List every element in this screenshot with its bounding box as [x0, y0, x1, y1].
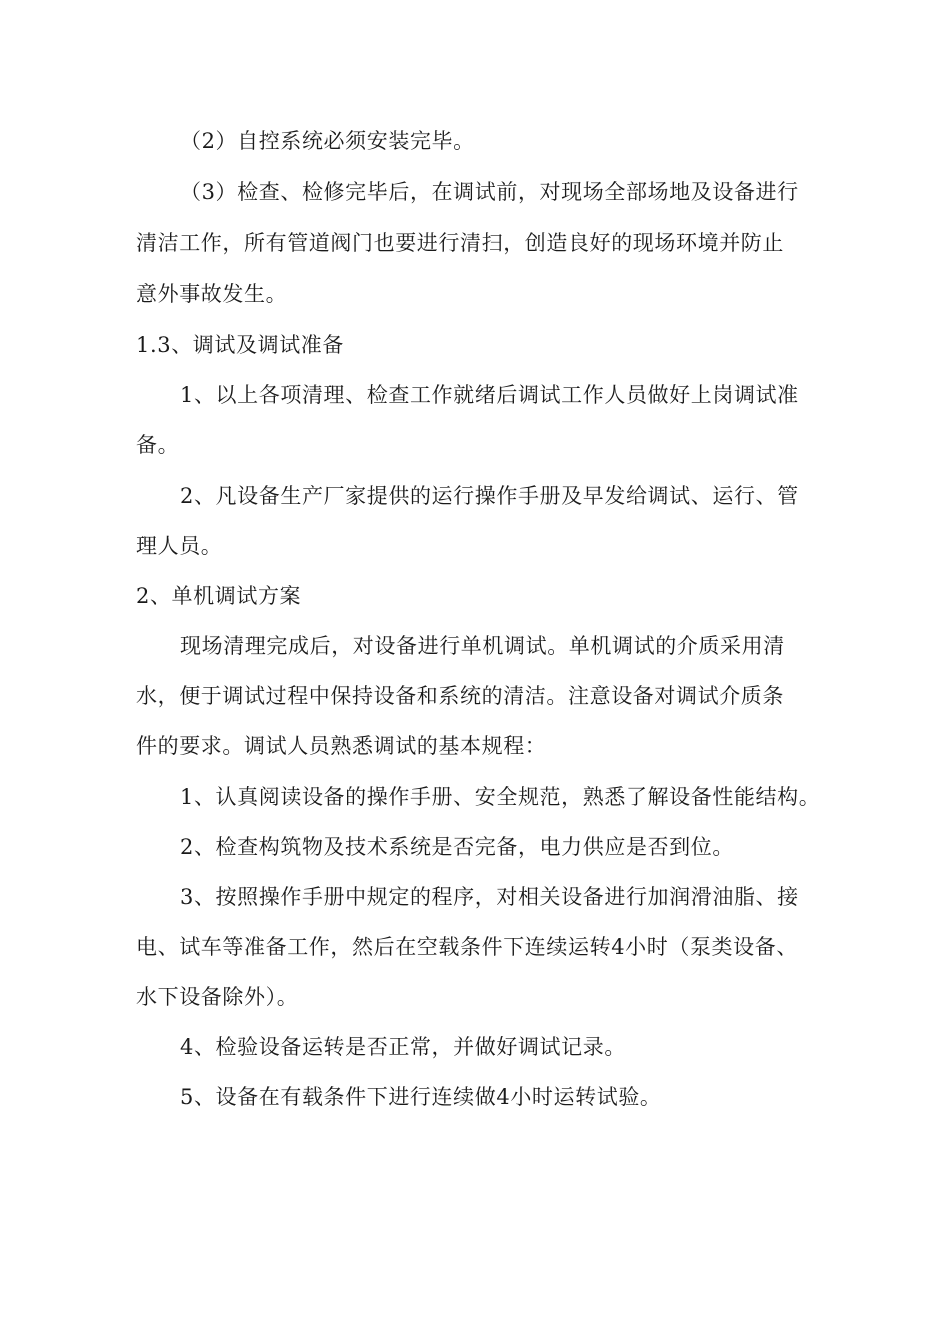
paragraph-intro-cont: 水，便于调试过程中保持设备和系统的清洁。注意设备对调试介质条 [136, 684, 784, 708]
step-3: 3、按照操作手册中规定的程序，对相关设备进行加润滑油脂、接 [180, 885, 799, 909]
step-2: 2、检查构筑物及技术系统是否完备，电力供应是否到位。 [180, 835, 734, 859]
step-3-cont: 电、试车等准备工作，然后在空载条件下连续运转4小时（泵类设备、 [136, 935, 798, 959]
step-4: 4、检验设备运转是否正常，并做好调试记录。 [180, 1035, 626, 1059]
paragraph-prep-1-end: 备。 [136, 433, 180, 457]
paragraph-item-3: （3）检查、检修完毕后，在调试前，对现场全部场地及设备进行 [180, 180, 799, 204]
step-1: 1、认真阅读设备的操作手册、安全规范，熟悉了解设备性能结构。 [180, 785, 821, 809]
step-5: 5、设备在有载条件下进行连续做4小时运转试验。 [180, 1085, 662, 1109]
paragraph-item-2: （2）自控系统必须安装完毕。 [180, 129, 475, 153]
paragraph-intro: 现场清理完成后，对设备进行单机调试。单机调试的介质采用清 [180, 634, 785, 658]
paragraph-item-3-end: 意外事故发生。 [136, 282, 288, 306]
paragraph-prep-2-end: 理人员。 [136, 534, 223, 558]
step-3-end: 水下设备除外）。 [136, 985, 299, 1009]
paragraph-intro-end: 件的要求。调试人员熟悉调试的基本规程： [136, 734, 547, 758]
section-heading-2: 2、单机调试方案 [136, 584, 302, 608]
section-heading-1-3: 1.3、调试及调试准备 [136, 333, 344, 357]
paragraph-item-3-cont: 清洁工作，所有管道阀门也要进行清扫，创造良好的现场环境并防止 [136, 231, 784, 255]
paragraph-prep-2: 2、凡设备生产厂家提供的运行操作手册及早发给调试、运行、管 [180, 484, 799, 508]
paragraph-prep-1: 1、以上各项清理、检查工作就绪后调试工作人员做好上岗调试准 [180, 383, 799, 407]
